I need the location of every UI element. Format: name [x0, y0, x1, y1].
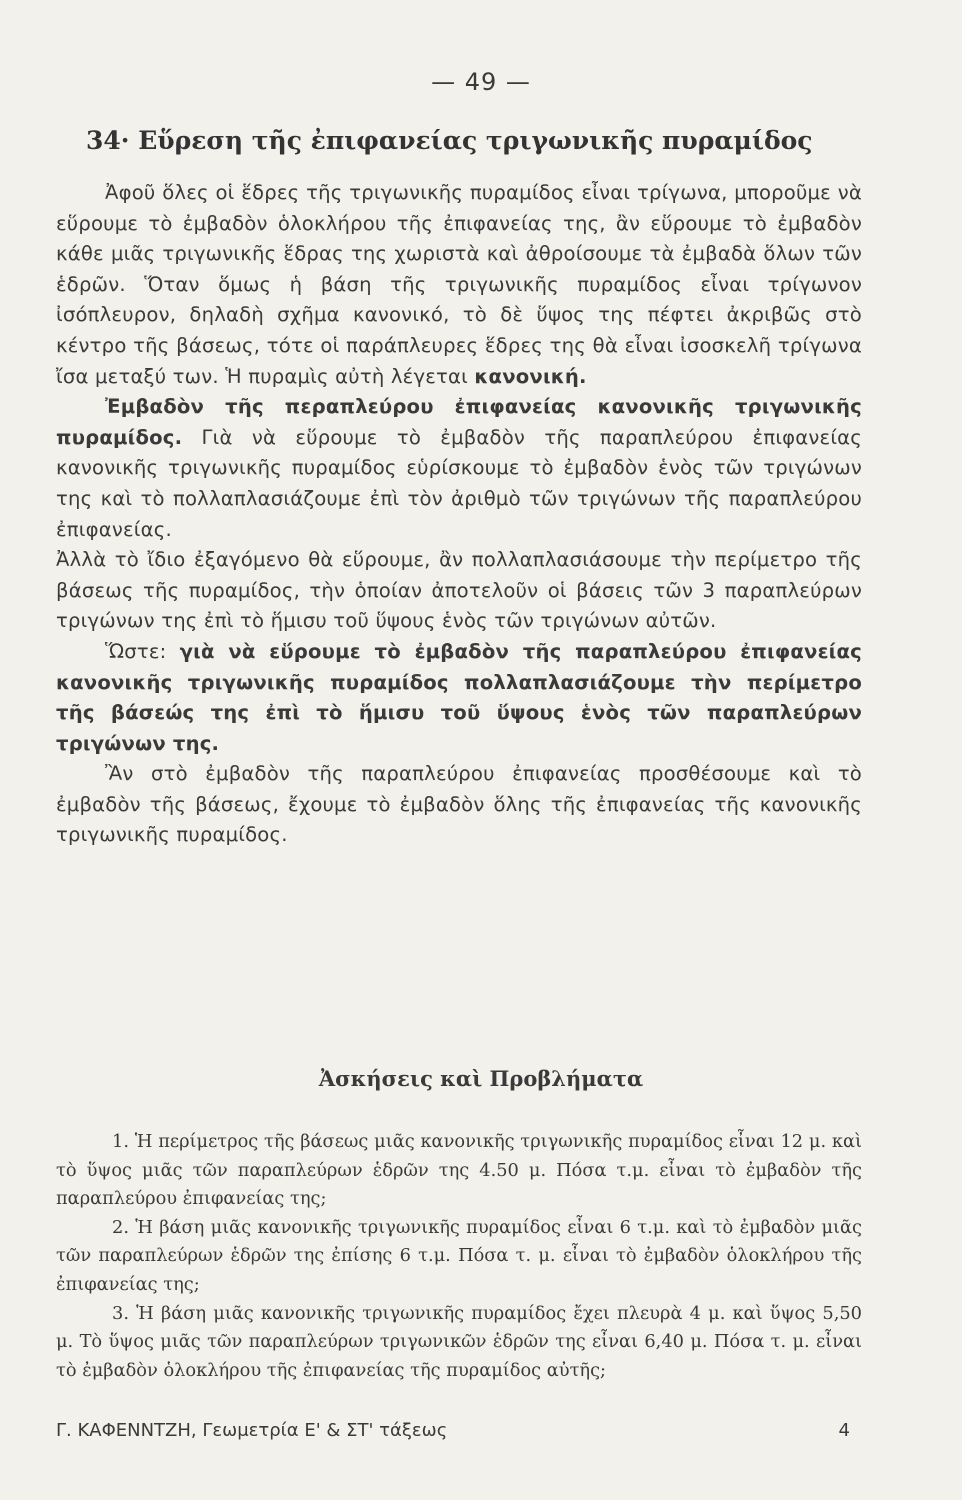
paragraph-rule — [56, 637, 862, 759]
paragraph-intro — [56, 178, 862, 392]
exercise-item: 3. Ἡ βάση μιᾶς κανονικῆς τριγωνικῆς πυραμίδος ἔχει πλευρὰ 4 μ. καὶ ὕψος 5,50 μ. Τὸ ὕψος μιᾶς τῶν παραπλεύρων τριγωνικῶν ἑδρῶν της εἶναι 6,40 μ. Πόσα τ. μ. εἶναι τὸ ἐμβαδὸν ὁλοκλήρου τῆς ἐπιφανείας τῆς πυραμίδος αὐτῆς; — [56, 1302, 862, 1381]
exercise-item: 2. Ἡ βάση μιᾶς κανονικῆς τριγωνικῆς πυραμίδος εἶναι 6 τ.μ. καὶ τὸ ἐμβαδὸν μιᾶς τῶν παραπλεύρων ἑδρῶν της ἐπίσης 6 τ.μ. Πόσα τ. μ. εἶναι τὸ ἐμβαδὸν ὁλοκλήρου τῆς ἐπιφανείας της; — [56, 1216, 862, 1295]
section-body — [56, 178, 862, 851]
exercises-title: Ἀσκήσεις καὶ Προβλήματα — [318, 1066, 644, 1091]
lateral-area-text: Γιὰ νὰ εὕρουμε τὸ ἐμβαδὸν τῆς παραπλεύρου ἐπιφανείας κανονικῆς τριγωνικῆς πυραμίδος εὑρίσκουμε τὸ ἐμβαδὸν ἑνὸς τῶν τριγώνων της καὶ τὸ πολλαπλασιάζουμε ἐπὶ τὸν ἀριθμὸ τῶν τριγώνων τῆς παραπλεύρου ἐπιφανείας. — [56, 425, 862, 541]
footer-citation: Γ. ΚΑΦΕΝΝΤΖΗ, Γεωμετρία Ε' & ΣΤ' τάξεως — [56, 1420, 448, 1441]
exercise-item: 1. Ἡ περίμετρος τῆς βάσεως μιᾶς κανονικῆς τριγωνικῆς πυραμίδος εἶναι 12 μ. καὶ τὸ ὕψος μιᾶς τῶν παραπλεύρων ἑδρῶν της 4.50 μ. Πόσα τ.μ. εἶναι τὸ ἐμβαδὸν τῆς παραπλεύρου ἐπιφανείας της; — [56, 1131, 862, 1210]
page-number: — 49 — — [431, 68, 531, 96]
subheading-lateral-area: Ἐμβαδὸν τῆς περαπλεύρου ἐπιφανείας κανονικῆς τριγωνικῆς πυραμίδος. — [56, 395, 862, 449]
paragraph-total-area: Ἂν στὸ ἐμβαδὸν τῆς παραπλεύρου ἐπιφανείας προσθέσουμε καὶ τὸ ἐμβαδὸν τῆς βάσεως, ἔχουμε τὸ ἐμβαδὸν ὅλης τῆς ἐπιφανείας τῆς κανονικῆς τριγωνικῆς πυραμίδος. — [56, 762, 862, 847]
page-footer — [56, 1420, 850, 1441]
intro-text: Ἀφοῦ ὅλες οἱ ἕδρες τῆς τριγωνικῆς πυραμίδος εἶναι τρίγωνα, μποροῦμε νὰ εὕρουμε τὸ ἐμβαδὸν ὁλοκλήρου τῆς ἐπιφανείας της, ἂν εὕρουμε τὸ ἐμβαδὸν κάθε μιᾶς τριγωνικῆς ἕδρας της χωριστὰ καὶ ἀθροίσουμε τὰ ἐμβαδὰ ὅλων τῶν ἑδρῶν. Ὅταν ὅμως ἡ βάση τῆς τριγωνικῆς πυραμίδος εἶναι τρίγωνον ἰσόπλευρον, δηλαδὴ σχῆμα κανονικό, τὸ δὲ ὕψος της πέφτει ἀκριβῶς στὸ κέντρο τῆς βάσεως, τότε οἱ παράπλευρες ἕδρες της θὰ εἶναι ἰσοσκελῆ τρίγωνα ἴσα μεταξύ των. Ἡ πυραμὶς αὐτὴ λέγεται — [56, 181, 862, 388]
paragraph-lateral-area — [56, 392, 862, 545]
term-regular: κανονική. — [474, 364, 587, 388]
footer-signature-number: 4 — [838, 1420, 850, 1441]
rule-statement: γιὰ νὰ εὕρουμε τὸ ἐμβαδὸν τῆς παραπλεύρου ἐπιφανείας κανονικῆς τριγωνικῆς πυραμίδος πολλαπλασιάζουμε τὴν περίμετρο τῆς βάσεώς της ἐπὶ τὸ ἥμισυ τοῦ ὕψους ἑνὸς τῶν παραπλεύρων τριγώνων της. — [56, 639, 862, 755]
paragraph-perimeter: Ἀλλὰ τὸ ἴδιο ἐξαγόμενο θὰ εὕρουμε, ἂν πολλαπλασιάσουμε τὴν περίμετρο τῆς βάσεως τῆς πυραμίδος, τὴν ὁποίαν ἀποτελοῦν οἱ βάσεις τῶν 3 παραπλεύρων τριγώνων της ἐπὶ τὸ ἥμισυ τοῦ ὕψους ἑνὸς τῶν τριγώνων αὐτῶν. — [56, 548, 862, 633]
rule-lead: Ὥστε: — [105, 639, 167, 663]
section-heading: 34· Εὕρεση τῆς ἐπιφανείας τριγωνικῆς πυραμίδος — [86, 126, 813, 155]
exercises-list — [56, 1128, 862, 1385]
